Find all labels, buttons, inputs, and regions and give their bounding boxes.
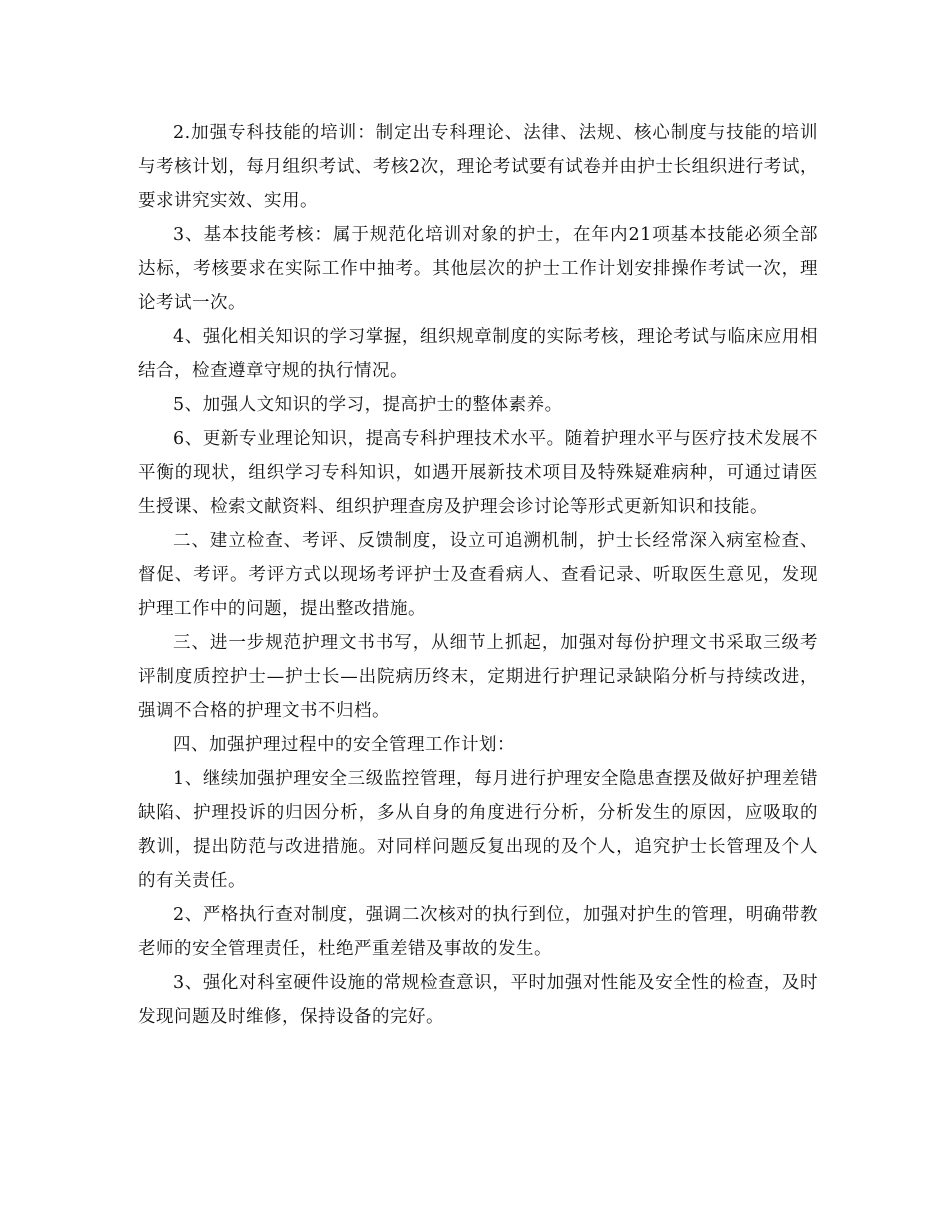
paragraph-knowledge-mastery: 4、强化相关知识的学习掌握，组织规章制度的实际考核，理论考试与临床应用相结合，检查遵章守规的执行情况。 xyxy=(138,327,818,381)
paragraph-nursing-documents: 三、进一步规范护理文书书写，从细节上抓起，加强对每份护理文书采取三级考评制度质控护士—护士长—出院病历终末，定期进行护理记录缺陷分析与持续改进，强调不合格的护理文书不归档。 xyxy=(138,633,818,721)
paragraph-specialty-training: 2.加强专科技能的培训：制定出专科理论、法律、法规、核心制度与技能的培训与考核计划，每月组织考试、考核2次，理论考试要有试卷并由护士长组织进行考试，要求讲究实效、实用。 xyxy=(138,123,818,211)
paragraph-humanities-learning: 5、加强人文知识的学习，提高护士的整体素养。 xyxy=(173,395,563,415)
document-body xyxy=(138,116,818,1034)
paragraph-safety-monitoring: 1、继续加强护理安全三级监控管理，每月进行护理安全隐患查摆及做好护理差错缺陷、护理投诉的归因分析，多从自身的角度进行分析，分析发生的原因，应吸取的教训，提出防范与改进措施。对同样问题反复出现的及个人，追究护士长管理及个人的有关责任。 xyxy=(138,769,818,891)
paragraph-checking-system: 2、严格执行查对制度，强调二次核对的执行到位，加强对护生的管理，明确带教老师的安全管理责任，杜绝严重差错及事故的发生。 xyxy=(138,905,818,959)
paragraph-safety-management-heading: 四、加强护理过程中的安全管理工作计划： xyxy=(173,735,515,755)
paragraph-inspection-system: 二、建立检查、考评、反馈制度，设立可追溯机制，护士长经常深入病室检查、督促、考评。考评方式以现场考评护士及查看病人、查看记录、听取医生意见，发现护理工作中的问题，提出整改措施。 xyxy=(138,531,818,619)
paragraph-basic-skill-assessment: 3、基本技能考核：属于规范化培训对象的护士，在年内21项基本技能必须全部达标，考核要求在实际工作中抽考。其他层次的护士工作计划安排操作考试一次，理论考试一次。 xyxy=(138,225,818,313)
paragraph-professional-theory: 6、更新专业理论知识，提高专科护理技术水平。随着护理水平与医疗技术发展不平衡的现状，组织学习专科知识，如遇开展新技术项目及特殊疑难病种，可通过请医生授课、检索文献资料、组织护理查房及护理会诊讨论等形式更新知识和技能。 xyxy=(138,429,818,517)
paragraph-hardware-inspection: 3、强化对科室硬件设施的常规检查意识，平时加强对性能及安全性的检查，及时发现问题及时维修，保持设备的完好。 xyxy=(138,973,818,1027)
